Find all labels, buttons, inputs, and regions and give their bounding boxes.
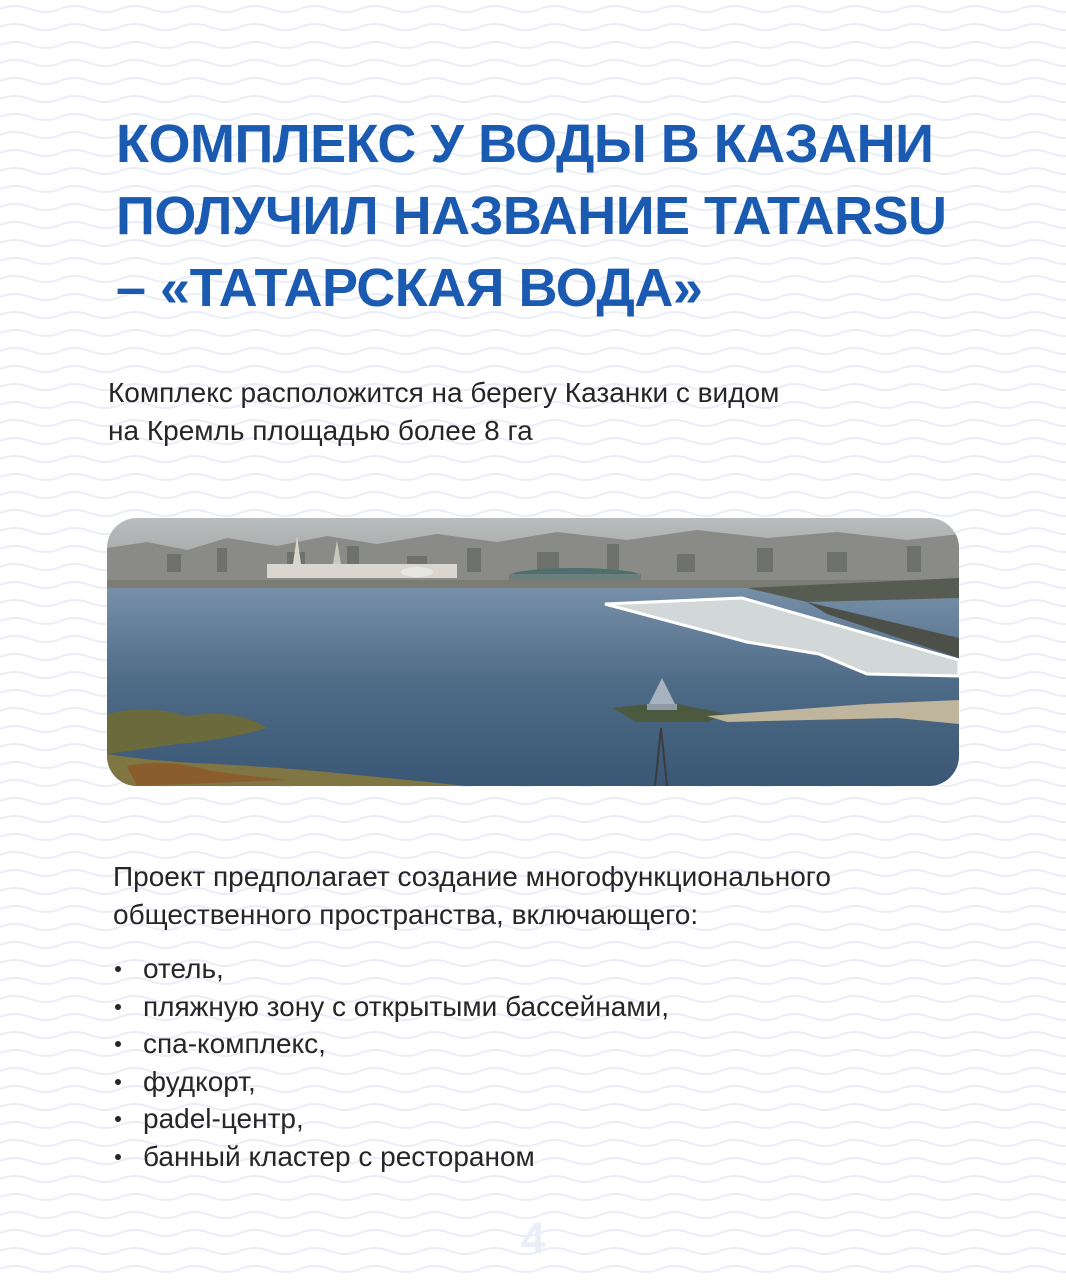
project-description-line: общественного пространства, включающего: [113,899,699,930]
subtitle-line: на Кремль площадью более 8 га [108,415,533,446]
project-description [113,858,1013,934]
feature-item: padel-центр, [113,1100,669,1138]
headline-line: ПОЛУЧИЛ НАЗВАНИЕ TATARSU [116,186,947,246]
feature-list [113,950,669,1175]
feature-item: спа-комплекс, [113,1025,669,1063]
feature-item: отель, [113,950,669,988]
kazan-river-photo [107,518,959,786]
project-description-line: Проект предполагает создание многофункционального [113,861,831,892]
headline [116,108,1016,324]
subtitle [108,374,968,450]
headline-line: КОМПЛЕКС У ВОДЫ В КАЗАНИ [116,114,934,174]
headline-line: – «ТАТАРСКАЯ ВОДА» [116,258,703,318]
feature-item: пляжную зону с открытыми бассейнами, [113,988,669,1026]
page-number: 4 [520,1214,546,1263]
subtitle-line: Комплекс расположится на берегу Казанки с видом [108,377,780,408]
feature-item: фудкорт, [113,1063,669,1101]
feature-item: банный кластер с рестораном [113,1138,669,1176]
